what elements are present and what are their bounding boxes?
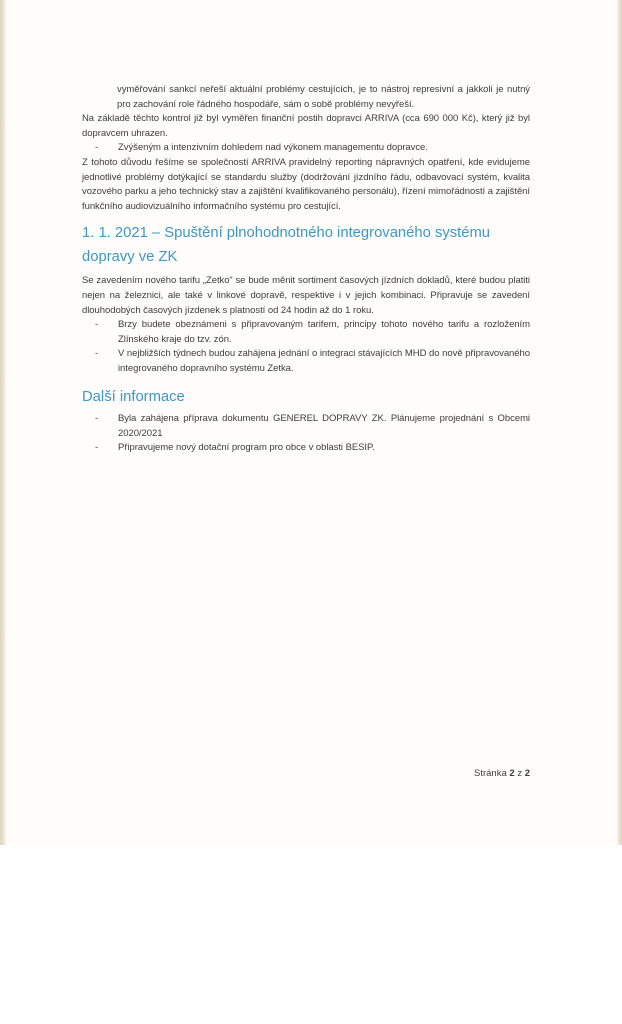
page-footer: [0, 768, 530, 779]
info-bullet-text: Připravujeme nový dotační program pro obce v oblasti BESIP.: [118, 442, 375, 454]
bullet-dash-icon: -: [95, 442, 99, 454]
continuation-paragraph: vyměřování sankcí neřeší aktuální problémy cestujících, je to nástroj represivní a jakkoli je nutný pro zachování role řádného hospodáře, sám o sobě problémy nevyřeší.: [117, 84, 530, 110]
zetko-bullet-text: V nejbližších týdnech budou zahájena jednání o integraci stávajících MHD do nově připravovaného integrovaného dopravního systému Zetka.: [118, 348, 530, 374]
zetko-intro-paragraph: Se zavedením nového tarifu „Zetko“ se bude měnit sortiment časových jízdních dokladů, které budou platiti nejen na železnici, ale také v linkové dopravě, respektive i v jejich kombinaci. Připravuje se zavedení dlouhodobých časových jízdenek s platností od 24 hodin až do 1 roku.: [82, 275, 530, 316]
footer-separator: z: [517, 768, 523, 779]
scan-left-edge: [0, 0, 6, 845]
bullet-dash-icon: -: [95, 413, 99, 424]
zetko-bullet-item: [82, 318, 530, 347]
document-content: [82, 83, 530, 456]
section-heading-zetko-launch: 1. 1. 2021 – Spuštění plnohodnotného integrovaného systému dopravy ve ZK: [82, 225, 491, 265]
penalty-paragraph: Na základě těchto kontrol již byl vyměřen finanční postih dopravci ARRIVA (cca 690 000 Kč), který již byl dopravcem uhrazen.: [82, 113, 530, 139]
footer-label: Stránka: [473, 768, 507, 779]
footer-total-pages: 2: [524, 768, 530, 779]
info-bullet-text: Byla zahájena příprava dokumentu GENEREL DOPRAVY ZK. Plánujeme projednání s Obcemi 2020/2021: [118, 413, 530, 439]
section-heading-dalsi-informace: Další informace: [82, 388, 185, 405]
zetko-bullet-item: [82, 347, 530, 376]
info-bullet-item: [82, 441, 530, 456]
footer-page-number: 2: [509, 768, 515, 779]
info-bullet-item: [82, 412, 530, 441]
bullet-dash-icon: -: [95, 319, 99, 331]
reporting-paragraph: Z tohoto důvodu řešíme se společností ARRIVA pravidelný reporting nápravných opatření, kde evidujeme jednotlivé problémy dotýkající se standardu služby (dodržování jízdního řádu, odbavovací systém, kvalita vozového parku a jeho technický stav a zajištění kvalifikovaného personálu), řízení mimořádností a zajištění funkčního audiovizuálního informačního systému pro cestující.: [82, 156, 530, 212]
scan-right-edge: [617, 0, 622, 845]
bullet-dash-icon: -: [95, 142, 99, 154]
oversight-bullet-text: Zvýšeným a intenzivním dohledem nad výkonem managementu dopravce.: [118, 142, 428, 154]
bullet-dash-icon: -: [95, 348, 99, 360]
zetko-bullet-text: Brzy budete obeznámeni s připravovaným tarifem, principy tohoto nového tarifu a rozložením Zlínského kraje do tzv. zón.: [118, 319, 530, 345]
oversight-bullet-item: [82, 141, 530, 156]
